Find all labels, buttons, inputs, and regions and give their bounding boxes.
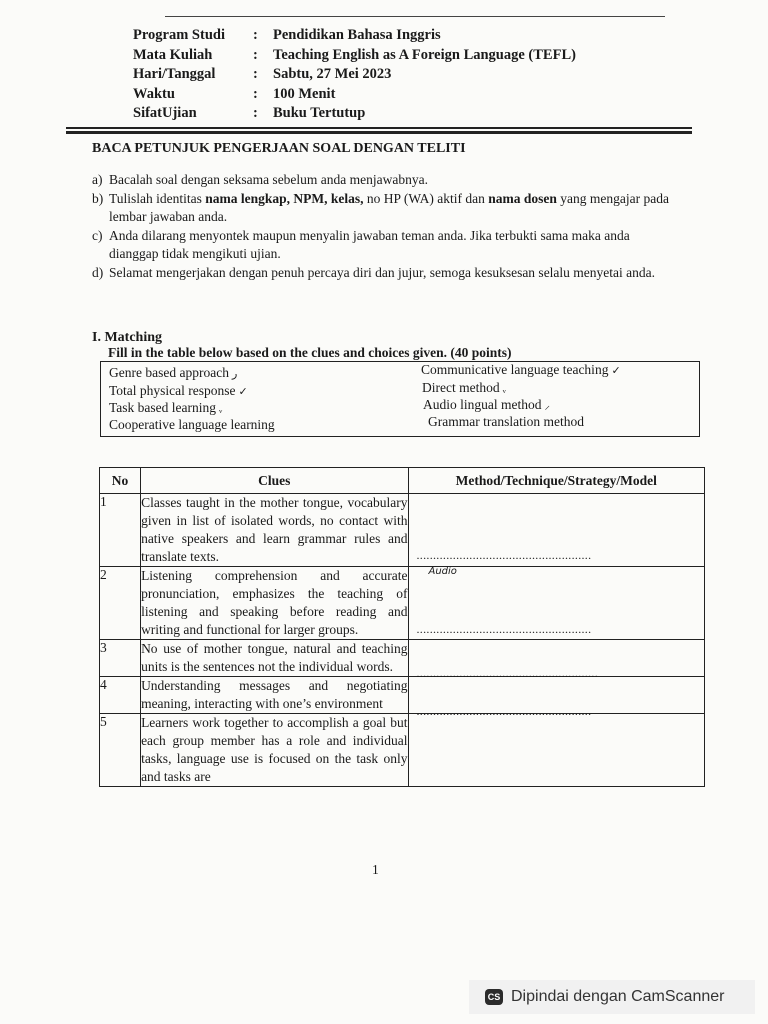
choice-text: Grammar translation method	[428, 414, 584, 429]
choice-text: Task based learning	[109, 400, 217, 415]
choice-text: Direct method	[422, 380, 500, 395]
header-label: Hari/Tanggal	[133, 66, 216, 83]
instruction-bold-lecturer: nama dosen	[488, 190, 557, 206]
header-label: SifatUjian	[133, 105, 197, 122]
row-number: 5	[100, 714, 141, 787]
clues-table	[99, 467, 705, 787]
top-rule	[165, 16, 665, 17]
choice-text: Genre based approach	[109, 365, 229, 380]
header-row-date	[133, 65, 576, 85]
instruction-letter: a)	[92, 172, 103, 187]
answer-cell[interactable]	[408, 677, 705, 718]
instruction-letter: c)	[92, 227, 103, 243]
table-row	[100, 640, 705, 677]
answer-dotted-line: .....................................................	[416, 548, 592, 562]
choice-item	[109, 365, 237, 381]
row-clue: Learners work together to accomplish a goal but each group member has a role and individual tasks, language use is focused on the task only and tasks are	[141, 714, 408, 787]
choice-item	[109, 417, 278, 433]
column-header-no: No	[100, 468, 141, 494]
header-value: Pendidikan Bahasa Inggris	[273, 27, 441, 44]
camscanner-logo-icon: CS	[485, 989, 503, 1005]
header-row-time	[133, 85, 576, 105]
column-header-answer: Method/Technique/Strategy/Model	[408, 468, 705, 494]
header-colon: :	[253, 66, 258, 83]
handwritten-note: Audio	[428, 566, 457, 577]
instruction-text-part: Tulislah identitas	[109, 190, 206, 206]
instruction-text	[109, 190, 682, 227]
answer-cell[interactable]	[408, 714, 705, 787]
check-mark: ᵥ	[219, 403, 223, 415]
answer-dotted-line: .......................................................	[416, 666, 598, 680]
instruction-item	[92, 264, 682, 283]
row-clue: Understanding messages and negotiating meaning, interacting with one’s environment	[141, 677, 408, 714]
page-number: 1	[372, 862, 379, 877]
choice-item	[109, 383, 248, 399]
header-row-program	[133, 26, 576, 46]
answer-cell[interactable]	[408, 640, 705, 680]
choice-item	[422, 380, 506, 396]
check-mark: ✓	[611, 365, 621, 377]
instruction-text: Bacalah soal dengan seksama sebelum anda menjawabnya.	[109, 172, 429, 187]
header-label: Waktu	[133, 85, 175, 102]
answer-cell[interactable]	[408, 567, 705, 640]
check-mark: ᵥ	[502, 383, 506, 395]
instruction-letter: d)	[92, 264, 104, 280]
instructions-list	[92, 171, 682, 282]
check-mark: ر	[231, 368, 238, 380]
check-mark: ⸝	[544, 400, 550, 412]
choices-box	[100, 361, 700, 437]
choice-text: Communicative language teaching	[421, 362, 609, 377]
header-row-course	[133, 46, 576, 66]
row-number: 2	[100, 567, 141, 640]
answer-dotted-line: .....................................................	[416, 622, 592, 636]
column-header-clues: Clues	[141, 468, 408, 494]
row-clue: Listening comprehension and accurate pronunciation, emphasizes the teaching of listening and speaking before reading and writing and functional for larger groups.	[141, 567, 408, 640]
section-title: I. Matching	[92, 330, 162, 345]
instruction-text: Selamat mengerjakan dengan penuh percaya diri dan jujur, semoga kesuksesan selalu menyetai anda.	[109, 264, 656, 280]
choice-text: Audio lingual method	[423, 397, 542, 412]
header-value: Sabtu, 27 Mei 2023	[273, 66, 392, 83]
table-row	[100, 714, 705, 787]
row-number: 1	[100, 494, 141, 567]
table-row	[100, 677, 705, 714]
row-clue: No use of mother tongue, natural and teaching units is the sentences not the individual words.	[141, 640, 408, 677]
answer-dotted-line: .....................................................	[416, 704, 592, 718]
header-label: Program Studi	[133, 27, 225, 44]
header-row-exam-type	[133, 104, 576, 124]
header-value: Buku Tertutup	[273, 105, 366, 122]
table-row	[100, 567, 705, 640]
instructions-title: BACA PETUNJUK PENGERJAAN SOAL DENGAN TELITI	[92, 141, 466, 156]
instruction-text-part: yang mengajar pada lembar jawaban anda.	[109, 190, 669, 224]
instruction-item	[92, 171, 682, 190]
choice-item	[109, 400, 222, 416]
header-divider-thin	[66, 127, 692, 129]
instruction-letter: b)	[92, 190, 104, 206]
row-number: 3	[100, 640, 141, 677]
answer-cell[interactable]	[408, 494, 705, 577]
row-number: 4	[100, 677, 141, 714]
choice-item	[421, 362, 621, 378]
header-divider-thick	[66, 131, 692, 134]
instruction-text-part: no HP (WA) aktif dan	[363, 190, 489, 206]
choice-text: Total physical response	[109, 383, 236, 398]
choice-text: Cooperative language learning	[109, 417, 275, 432]
check-mark: ✓	[238, 386, 248, 398]
header-label: Mata Kuliah	[133, 46, 213, 63]
table-row	[100, 494, 705, 567]
exam-header	[133, 26, 576, 124]
header-colon: :	[253, 85, 258, 102]
section-subtitle: Fill in the table below based on the clues and choices given. (40 points)	[108, 345, 512, 360]
choice-item	[423, 397, 550, 413]
camscanner-watermark	[469, 980, 755, 1014]
header-value: Teaching English as A Foreign Language (TEFL)	[273, 46, 576, 63]
header-value: 100 Menit	[273, 85, 336, 102]
instruction-item	[92, 227, 682, 264]
watermark-text: Dipindai dengan CamScanner	[511, 988, 725, 1005]
instruction-item	[92, 190, 682, 227]
instruction-bold-identity: nama lengkap, NPM, kelas,	[205, 190, 364, 206]
header-colon: :	[253, 105, 258, 122]
choice-item	[428, 414, 587, 430]
instruction-text: Anda dilarang menyontek maupun menyalin jawaban teman anda. Jika terbukti sama maka anda dianggap tidak mengikuti ujian.	[109, 227, 630, 261]
table-header-row	[100, 468, 705, 494]
header-colon: :	[253, 27, 258, 44]
row-clue: Classes taught in the mother tongue, vocabulary given in list of isolated words, no contact with native speakers and learn grammar rules and translate texts.	[141, 494, 408, 567]
header-colon: :	[253, 46, 258, 63]
